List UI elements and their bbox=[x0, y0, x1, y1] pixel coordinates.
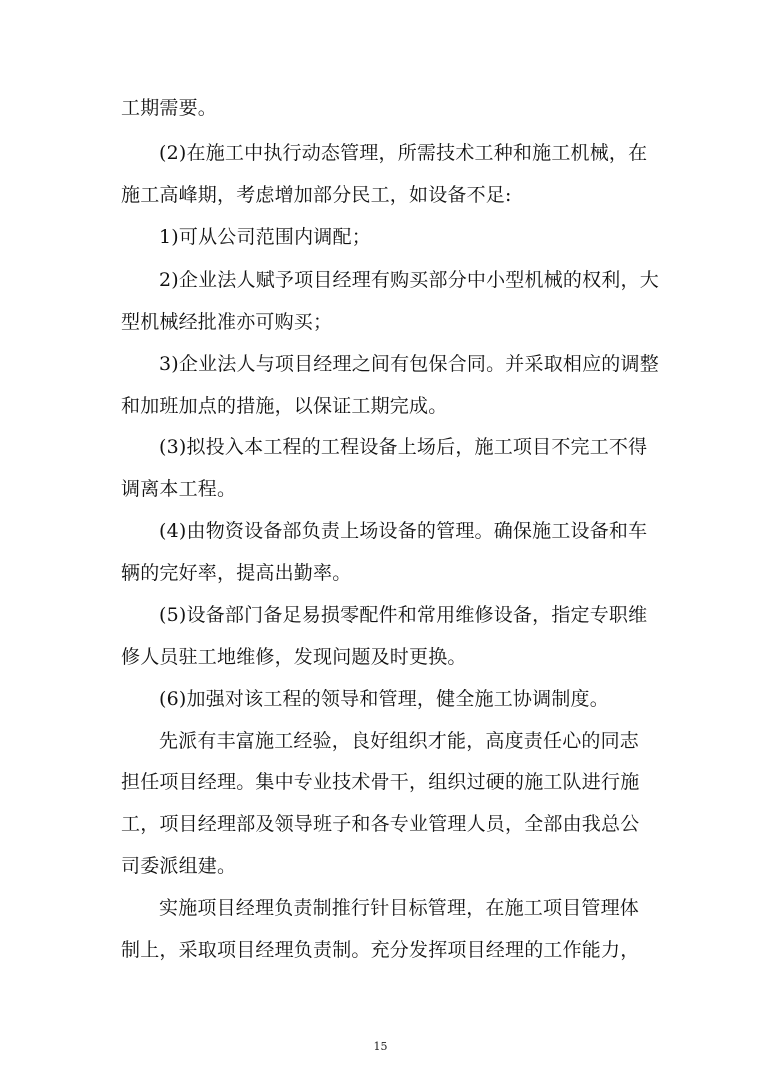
text-line: 辆的完好率，提高出勤率。 bbox=[121, 562, 352, 584]
text-line: 施工高峰期，考虑增加部分民工，如设备不足: bbox=[121, 184, 512, 206]
text-line: 调离本工程。 bbox=[121, 478, 237, 500]
text-line: 制上，采取项目经理负责制。充分发挥项目经理的工作能力， bbox=[121, 939, 640, 961]
text-line: (5)设备部门备足易损零配件和常用维修设备，指定专职维 bbox=[159, 604, 648, 626]
text-line: 先派有丰富施工经验，良好组织才能，高度责任心的同志 bbox=[159, 730, 640, 752]
text-line: 司委派组建。 bbox=[121, 855, 237, 877]
text-line: (4)由物资设备部负责上场设备的管理。确保施工设备和车 bbox=[159, 520, 648, 542]
text-line: (3)拟投入本工程的工程设备上场后，施工项目不完工不得 bbox=[159, 436, 648, 458]
text-line: 工期需要。 bbox=[121, 97, 218, 119]
text-line: 修人员驻工地维修，发现问题及时更换。 bbox=[121, 646, 467, 668]
text-line: 工，项目经理部及领导班子和各专业管理人员，全部由我总公 bbox=[121, 813, 640, 835]
text-line: 担任项目经理。集中专业技术骨干，组织过硬的施工队进行施 bbox=[121, 771, 640, 793]
text-line: (2)在施工中执行动态管理，所需技术工种和施工机械，在 bbox=[159, 142, 648, 164]
page-number: 15 bbox=[373, 1040, 388, 1053]
text-line: 实施项目经理负责制推行针目标管理，在施工项目管理体 bbox=[159, 897, 640, 919]
text-line: 2)企业法人赋予项目经理有购买部分中小型机械的权利，大 bbox=[159, 269, 659, 291]
text-line: (6)加强对该工程的领导和管理，健全施工协调制度。 bbox=[159, 688, 609, 710]
text-line: 型机械经批准亦可购买； bbox=[121, 311, 333, 333]
text-line: 1)可从公司范围内调配； bbox=[159, 226, 371, 248]
text-line: 3)企业法人与项目经理之间有包保合同。并采取相应的调整 bbox=[159, 353, 659, 375]
text-line: 和加班加点的措施，以保证工期完成。 bbox=[121, 395, 448, 417]
